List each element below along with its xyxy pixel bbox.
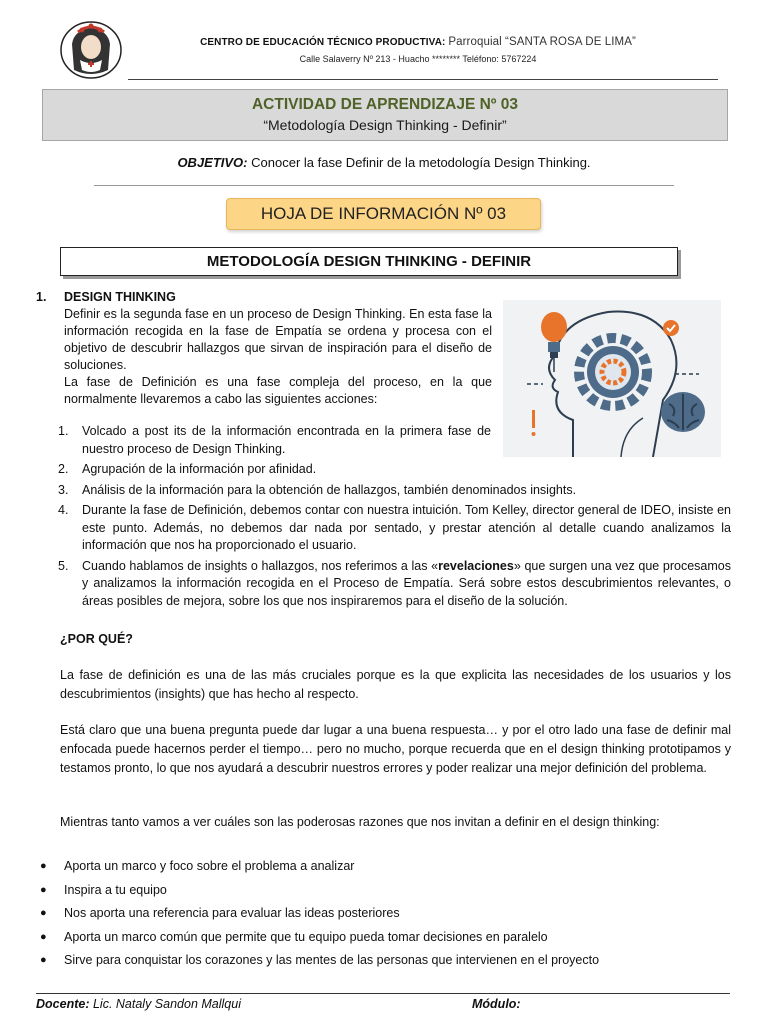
- list-text: Volcado a post its de la información encontrada en la primera fase de nuestro proceso de Design Thinking.: [82, 424, 491, 456]
- list-item: [58, 482, 731, 500]
- list-number: 2.: [58, 462, 69, 476]
- list-item: [58, 502, 731, 555]
- reasons-list: [38, 856, 728, 974]
- school-logo: [58, 20, 124, 80]
- list-text: Sirve para conquistar los corazones y las mentes de las personas que intervienen en el proyecto: [64, 953, 600, 968]
- list-text: Durante la fase de Definición, debemos contar con nuestra intuición. Tom Kelley, director general de IDEO, insiste en este punto. Además, no debemos dar nada por sentado, y prestar atención al detalle cuando analizamos la información que nos ha proporcionado el usuario.: [82, 503, 731, 552]
- activity-title: ACTIVIDAD DE APRENDIZAJE Nº 03: [251, 96, 519, 113]
- bullet-icon: ●: [40, 860, 47, 872]
- list-item: [38, 856, 728, 880]
- bullet-icon: ●: [40, 907, 47, 920]
- activity-banner: [42, 89, 728, 141]
- bullet-icon: ●: [40, 930, 47, 943]
- objective: [60, 155, 708, 170]
- list-item: [38, 880, 728, 904]
- module-label: Módulo:: [472, 997, 521, 1011]
- list-number: 1.: [58, 424, 69, 438]
- main-title: METODOLOGÍA DESIGN THINKING - DEFINIR: [60, 247, 678, 276]
- why-paragraph-1: La fase de definición es una de las más cruciales porque es la que explicita las necesidades de los usuarios y los descubrimientos (insights) que has hecho al respecto.: [60, 668, 731, 701]
- list-item: [58, 423, 491, 458]
- section-intro: [64, 306, 492, 408]
- objective-divider: [94, 185, 674, 186]
- objective-label: OBJETIVO:: [177, 155, 248, 170]
- list-item: [38, 950, 728, 974]
- page-header: [58, 20, 758, 80]
- intro-paragraph-1: Definir es la segunda fase en un proceso de Design Thinking. En esta fase la información recogida en la fase de Empatía se ordena y procesa con el objetivo de descubrir hallazgos que sirvan de inspiración para el diseño de soluciones.: [64, 307, 492, 372]
- list-text: Agrupación de la información por afinidad.: [82, 462, 317, 476]
- list-item: [58, 558, 731, 611]
- list-text: Inspira a tu equipo: [64, 882, 167, 897]
- teacher-name: Lic. Nataly Sandon Mallqui: [92, 997, 241, 1011]
- check-icon: [663, 320, 679, 336]
- list-text-after: » que surgen una vez que procesamos y analizamos la información recogida en el Proceso de Empatía. Será sobre estos descubrimientos relevantes, o áreas posibles de mejora, sobre los que nos inspiraremos para el diseño de la solución.: [82, 558, 731, 608]
- section-heading: [36, 290, 176, 304]
- why-heading: ¿POR QUÉ?: [60, 632, 133, 646]
- list-item: [38, 903, 728, 927]
- footer-divider: [36, 993, 730, 994]
- list-number: 4.: [58, 503, 69, 517]
- list-text: Análisis de la información para la obtención de hallazgos, también denominados insights.: [82, 482, 577, 497]
- intro-paragraph-2: La fase de Definición es una fase compleja del proceso, en la que normalmente llevaremos a cabo las siguientes acciones:: [64, 375, 492, 406]
- info-sheet-label: HOJA DE INFORMACIÓN Nº 03: [226, 198, 541, 230]
- list-text: Aporta un marco y foco sobre el problema a analizar: [64, 859, 355, 873]
- header-divider: [128, 79, 718, 80]
- bullet-icon: ●: [40, 883, 47, 896]
- school-prefix: CENTRO DE EDUCACIÓN TÉCNICO PRODUCTIVA:: [200, 37, 446, 48]
- school-title: [138, 36, 698, 48]
- why-paragraph-3: Mientras tanto vamos a ver cuáles son las poderosas razones que nos invitan a definir en el design thinking:: [60, 815, 660, 829]
- activity-subtitle: “Metodología Design Thinking - Definir”: [263, 117, 507, 133]
- section-title: DESIGN THINKING: [64, 290, 176, 304]
- list-number: 3.: [58, 482, 69, 497]
- actions-list: [58, 423, 731, 613]
- teacher-label: Docente:: [36, 997, 90, 1011]
- school-address: Calle Salaverry Nº 213 - Huacho ******** Teléfono: 5767224: [299, 54, 537, 64]
- list-item: [38, 927, 728, 951]
- list-item: [58, 461, 731, 479]
- section-number: 1.: [36, 290, 47, 304]
- why-paragraph-2: Está claro que una buena pregunta puede dar lugar a una buena respuesta… y por el otro lado una fase de definir mal enfocada puede hacernos perder el tiempo… pero no mucho, porque recuerda que en el design thinking prototipamos y testamos pronto, lo que nos ayudará a descubrir nuestros errores y poder realizar una mejor definición del problema.: [60, 723, 731, 775]
- list-text: Aporta un marco común que permite que tu equipo pueda tomar decisiones en paralelo: [64, 929, 548, 944]
- bullet-icon: ●: [40, 954, 47, 967]
- objective-text: Conocer la fase Definir de la metodología Design Thinking.: [251, 155, 591, 170]
- list-number: 5.: [58, 558, 69, 573]
- list-text: Nos aporta una referencia para evaluar las ideas posteriores: [64, 906, 400, 921]
- page-footer: [36, 997, 730, 1011]
- list-text-bold: revelaciones: [438, 558, 514, 573]
- school-name: Parroquial “SANTA ROSA DE LIMA”: [448, 36, 636, 48]
- list-text-before: Cuando hablamos de insights o hallazgos, nos referimos a las «: [82, 558, 439, 573]
